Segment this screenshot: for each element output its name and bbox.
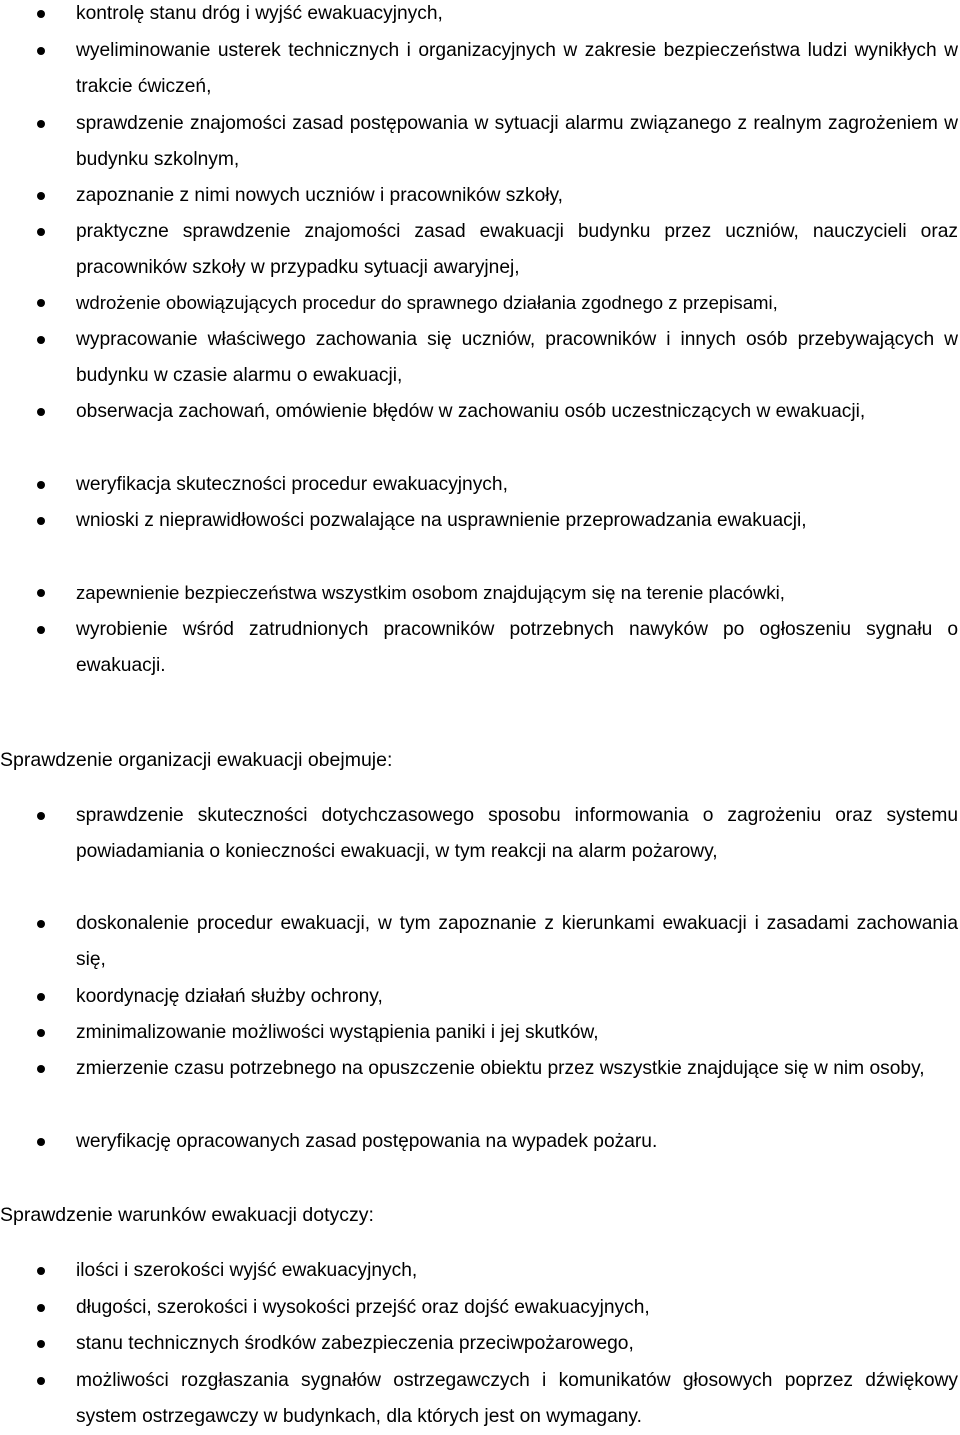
bullet-icon <box>37 120 45 128</box>
list-item <box>0 322 958 394</box>
list-item-text: wnioski z nieprawidłowości pozwalające na usprawnienie przeprowadzania ewakuacji, <box>76 510 807 531</box>
list-item-text: zminimalizowanie możliwości wystąpienia paniki i jej skutków, <box>76 1022 599 1043</box>
list-item-text: weryfikacja skuteczności procedur ewakuacyjnych, <box>76 474 508 495</box>
list-item-text: ilości i szerokości wyjść ewakuacyjnych, <box>76 1260 418 1281</box>
list-item-text: wypracowanie właściwego zachowania się uczniów, pracowników i innych osób przebywających w budynku w czasie alarmu o ewakuacji, <box>76 329 958 386</box>
bullet-icon <box>37 481 45 489</box>
list-item <box>0 106 958 178</box>
list-item <box>0 1015 958 1051</box>
bullet-icon <box>37 299 45 307</box>
list-item-text: długości, szerokości i wysokości przejść oraz dojść ewakuacyjnych, <box>76 1297 650 1318</box>
list-item-text: kontrolę stanu dróg i wyjść ewakuacyjnych, <box>76 3 443 24</box>
list-item <box>0 1290 958 1326</box>
bullet-icon <box>37 1340 45 1348</box>
bullet-icon <box>37 517 45 525</box>
list-item-text: praktyczne sprawdzenie znajomości zasad ewakuacji budynku przez uczniów, nauczycieli oraz pracowników szkoły w przypadku sytuacji awaryjnej, <box>76 221 958 278</box>
bullet-icon <box>37 1138 45 1146</box>
bullet-icon <box>37 1267 45 1275</box>
list-item <box>0 1326 958 1363</box>
list-item <box>0 798 958 906</box>
list-item-text: sprawdzenie znajomości zasad postępowania w sytuacji alarmu związanego z realnym zagrożeniem w budynku szkolnym, <box>76 113 958 170</box>
list-item-text: weryfikację opracowanych zasad postępowania na wypadek pożaru. <box>76 1131 658 1152</box>
list-item <box>0 214 958 285</box>
bullet-icon <box>37 192 45 200</box>
list-item <box>0 1363 958 1435</box>
list-item <box>0 1051 958 1124</box>
list-item-text: wyeliminowanie usterek technicznych i organizacyjnych w zakresie bezpieczeństwa ludzi wynikłych w trakcie ćwiczeń, <box>76 40 958 97</box>
conditions-list <box>0 1253 958 1435</box>
bullet-icon <box>37 993 45 1001</box>
list-item <box>0 467 958 503</box>
bullet-icon <box>37 1065 45 1073</box>
list-item-text: zapoznanie z nimi nowych uczniów i pracowników szkoły, <box>76 185 564 206</box>
list-item-text: zapewnienie bezpieczeństwa wszystkim osobom znajdującym się na terenie placówki, <box>76 582 785 603</box>
list-item-text: wdrożenie obowiązujących procedur do sprawnego działania zgodnego z przepisami, <box>76 292 778 313</box>
bullet-icon <box>37 10 45 18</box>
list-item-text: obserwacja zachowań, omówienie błędów w zachowaniu osób uczestniczących w ewakuacji, <box>76 401 866 422</box>
bullet-icon <box>37 228 45 236</box>
list-item <box>0 503 958 575</box>
bullet-icon <box>37 920 45 928</box>
list-item <box>0 906 958 979</box>
list-item <box>0 33 958 106</box>
list-item-text: stanu technicznych środków zabezpieczenia przeciwpożarowego, <box>76 1333 634 1354</box>
list-item <box>0 575 958 612</box>
section-heading-conditions: Sprawdzenie warunków ewakuacji dotyczy: <box>0 1204 374 1226</box>
bullet-icon <box>37 589 45 597</box>
list-item-text: koordynację działań służby ochrony, <box>76 986 383 1007</box>
list-item-text: zmierzenie czasu potrzebnego na opuszczenie obiektu przez wszystkie znajdujące się w nim osoby, <box>76 1058 925 1079</box>
list-item <box>0 1253 958 1290</box>
bullet-icon <box>37 408 45 416</box>
list-item <box>0 979 958 1015</box>
bullet-icon <box>37 626 45 634</box>
organization-list <box>0 798 958 1160</box>
list-item <box>0 1124 958 1160</box>
goals-list <box>0 0 958 684</box>
list-item <box>0 0 958 33</box>
list-item <box>0 285 958 322</box>
list-item-text: doskonalenie procedur ewakuacji, w tym zapoznanie z kierunkami ewakuacji i zasadami zachowania się, <box>76 913 958 970</box>
list-item-text: sprawdzenie skuteczności dotychczasowego sposobu informowania o zagrożeniu oraz systemu powiadamiania o konieczności ewakuacji, w tym reakcji na alarm pożarowy, <box>76 805 958 862</box>
list-item-text: wyrobienie wśród zatrudnionych pracowników potrzebnych nawyków po ogłoszeniu sygnału o ewakuacji. <box>76 619 958 676</box>
list-item-text: możliwości rozgłaszania sygnałów ostrzegawczych i komunikatów głosowych poprzez dźwiękowy system ostrzegawczy w budynkach, dla których jest on wymagany. <box>76 1370 958 1427</box>
bullet-icon <box>37 1029 45 1037</box>
list-item <box>0 178 958 214</box>
section-heading-organization: Sprawdzenie organizacji ewakuacji obejmuje: <box>0 749 393 771</box>
bullet-icon <box>37 1304 45 1312</box>
bullet-icon <box>37 1377 45 1385</box>
bullet-icon <box>37 47 45 55</box>
bullet-icon <box>37 812 45 820</box>
list-item <box>0 394 958 467</box>
list-item <box>0 612 958 684</box>
bullet-icon <box>37 336 45 344</box>
